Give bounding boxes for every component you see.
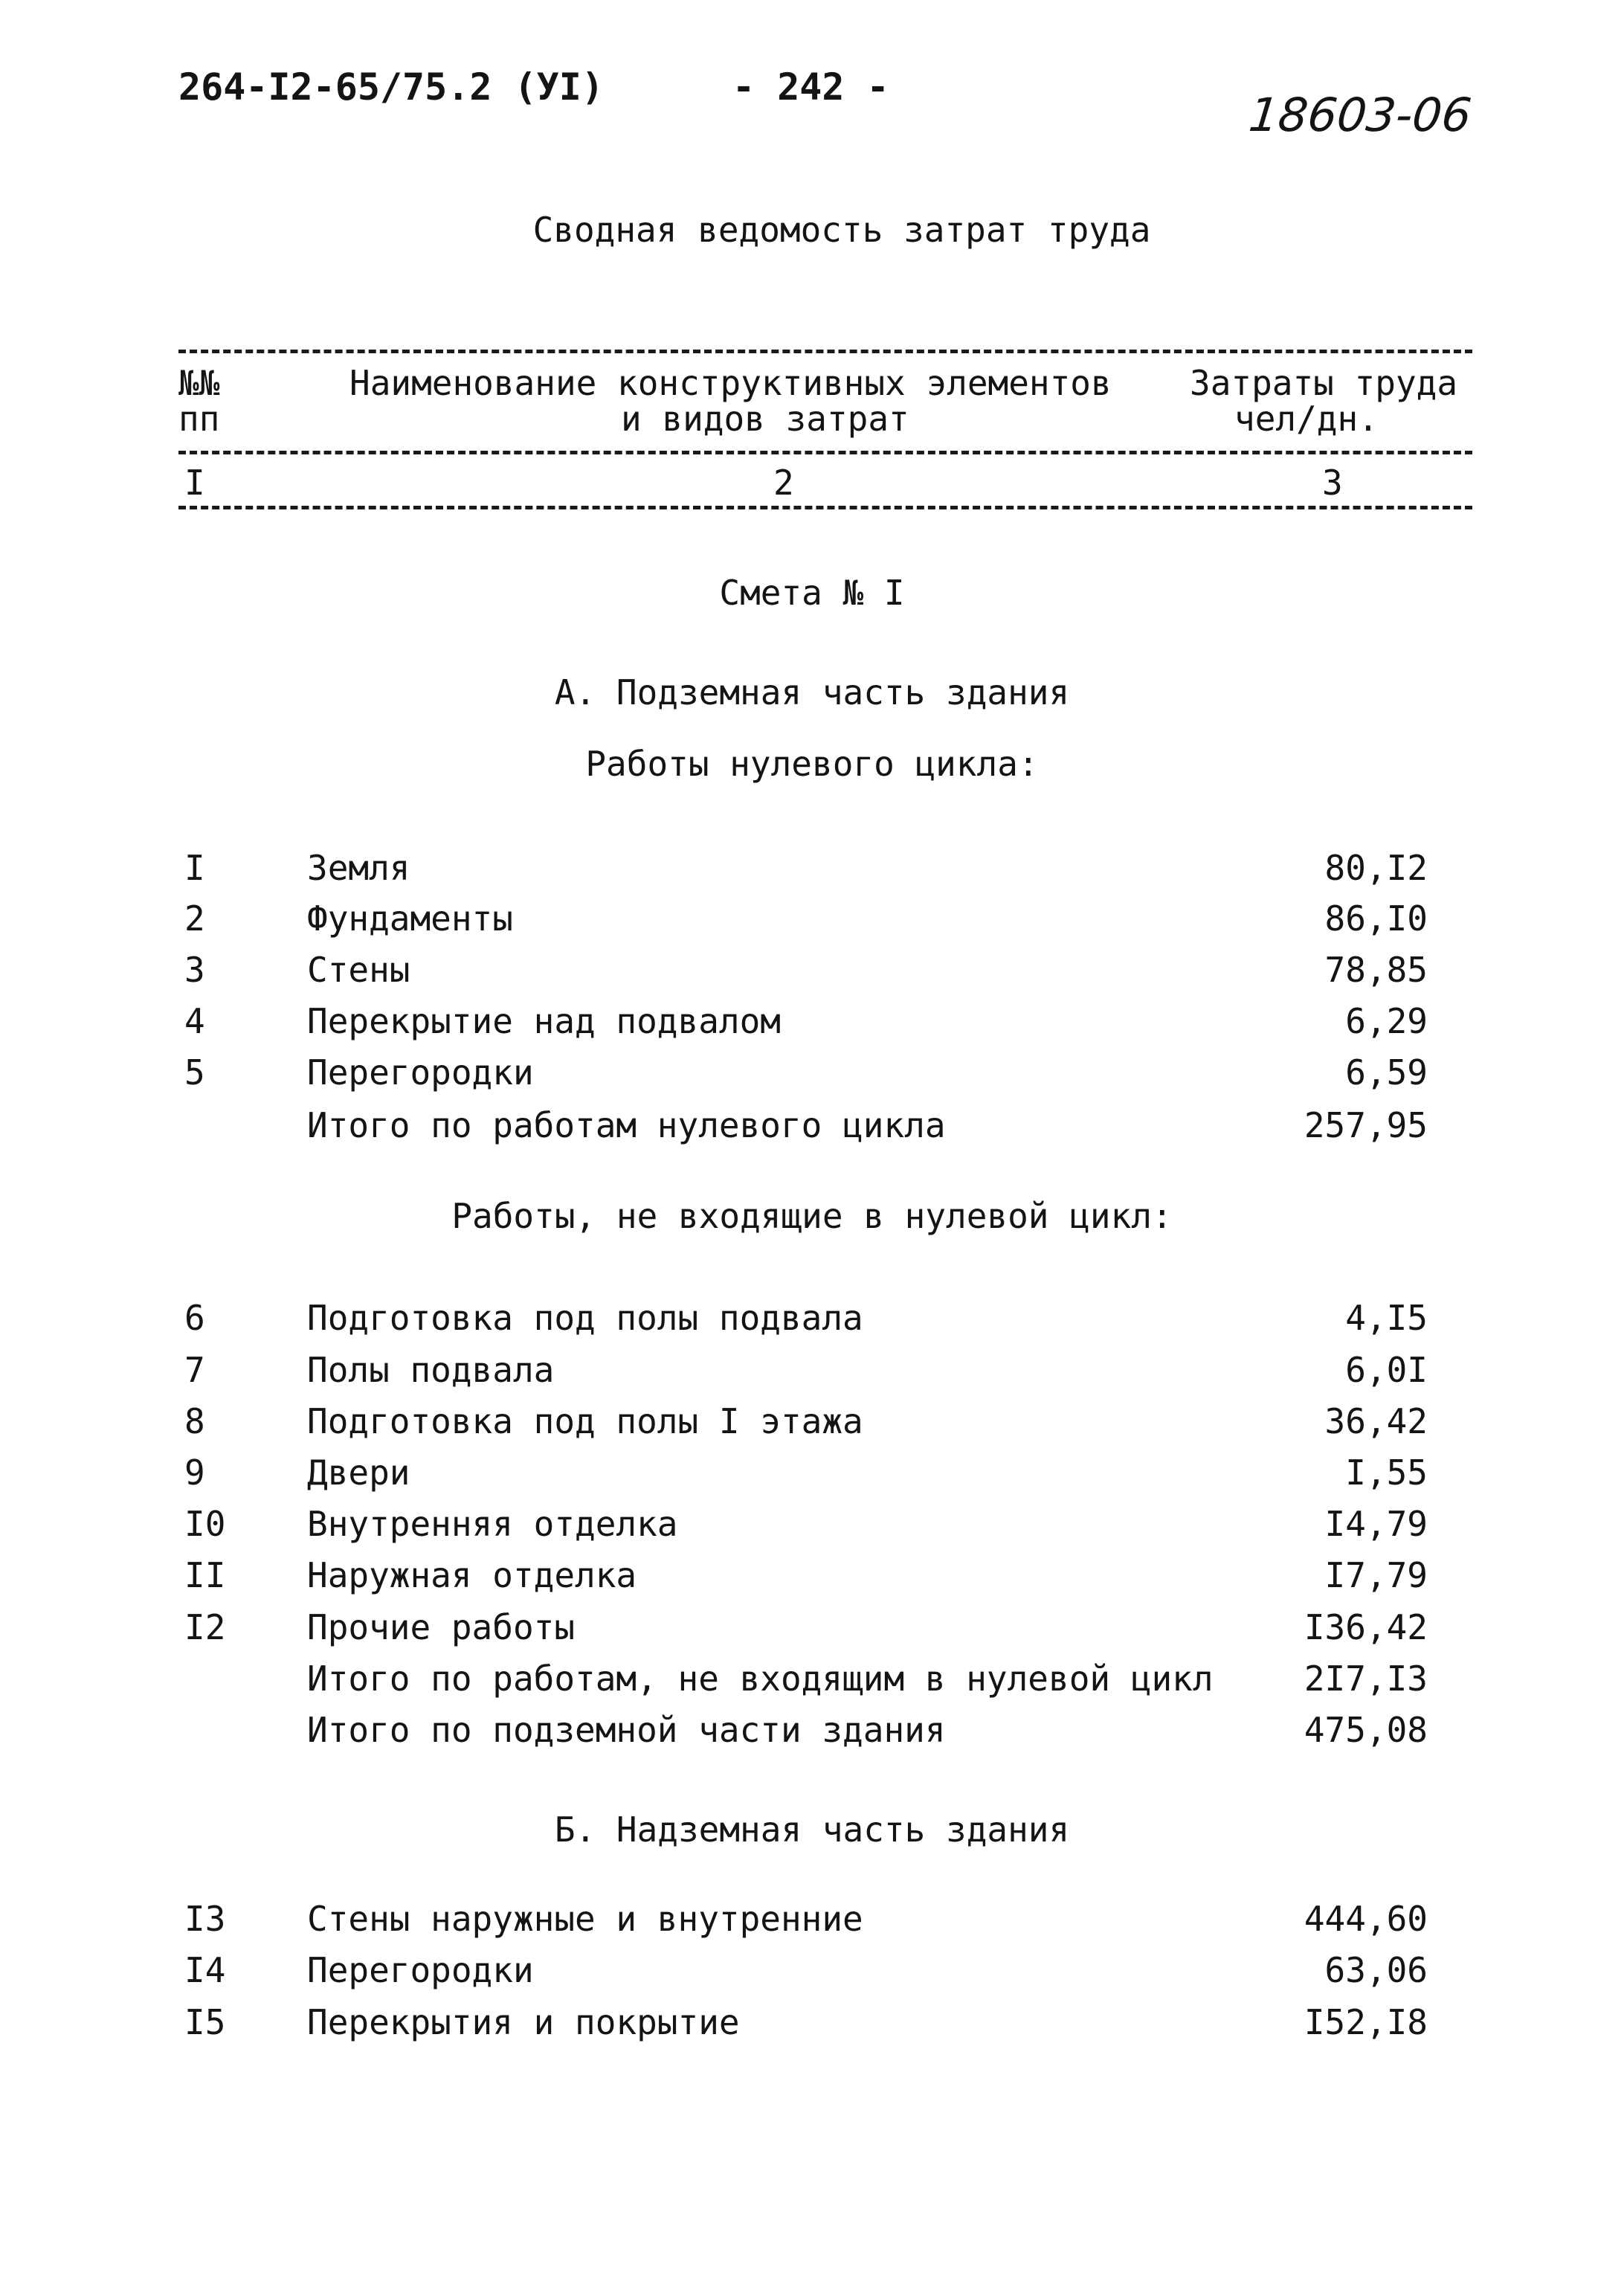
row-value: 80,I2 — [1324, 848, 1428, 888]
row-number: I2 — [184, 1607, 226, 1647]
row-name: Итого по работам, не входящим в нулевой цикл — [307, 1659, 1214, 1699]
row-name: Внутренняя отделка — [307, 1504, 678, 1544]
row-number: II — [184, 1555, 226, 1595]
row-number: 6 — [184, 1298, 205, 1338]
row-name: Двери — [307, 1453, 410, 1493]
table-row — [0, 1453, 1624, 1499]
table-row — [0, 1001, 1624, 1047]
table-header-top-rule — [178, 350, 1472, 353]
col-number-1: I — [184, 463, 205, 503]
col-header-number-line2: пп — [178, 399, 220, 439]
row-value: 475,08 — [1304, 1710, 1428, 1750]
table-row — [0, 950, 1624, 996]
table-row — [0, 1555, 1624, 1601]
row-value: 78,85 — [1324, 950, 1428, 990]
row-name: Полы подвала — [307, 1350, 555, 1390]
row-name: Фундаменты — [307, 898, 513, 939]
row-value: 2I7,I3 — [1304, 1659, 1428, 1699]
subtotal-row — [0, 1659, 1624, 1705]
row-name: Перекрытие над подвалом — [307, 1001, 781, 1041]
table-row — [0, 1298, 1624, 1344]
row-name: Подготовка под полы подвала — [307, 1298, 863, 1338]
row-number: 5 — [184, 1052, 205, 1093]
table-row — [0, 1052, 1624, 1098]
row-value: 444,60 — [1304, 1899, 1428, 1939]
row-number: 4 — [184, 1001, 205, 1041]
row-value: I7,79 — [1324, 1555, 1428, 1595]
row-value: I52,I8 — [1304, 2002, 1428, 2042]
row-value: 63,06 — [1324, 1950, 1428, 1990]
section-a-group1-title: Работы нулевого цикла: — [585, 744, 1039, 784]
table-row — [0, 1607, 1624, 1653]
col-header-name-line1: Наименование конструктивных элементов — [349, 363, 1112, 403]
row-name: Стены — [307, 950, 410, 990]
table-row — [0, 2002, 1624, 2048]
document-code: 264-I2-65/75.2 (УI) — [178, 65, 604, 109]
table-header-bottom-rule — [178, 506, 1472, 509]
col-header-name-line2: и видов затрат — [621, 399, 909, 439]
row-name: Итого по работам нулевого цикла — [307, 1105, 946, 1145]
row-value: 4,I5 — [1345, 1298, 1428, 1338]
row-name: Наружная отделка — [307, 1555, 637, 1595]
row-number: 3 — [184, 950, 205, 990]
row-value: 6,29 — [1345, 1001, 1428, 1041]
col-number-3: 3 — [1322, 463, 1343, 503]
table-row — [0, 1401, 1624, 1447]
row-name: Перегородки — [307, 1950, 534, 1990]
handwritten-stamp-number: 18603-06 — [1246, 88, 1475, 142]
row-value: I,55 — [1345, 1453, 1428, 1493]
col-header-labor-line2: чел/дн. — [1234, 399, 1379, 439]
row-value: 86,I0 — [1324, 898, 1428, 939]
col-header-labor-line1: Затраты труда — [1190, 363, 1458, 403]
col-number-2: 2 — [773, 463, 794, 503]
table-row — [0, 1504, 1624, 1550]
estimate-title: Смета № I — [719, 573, 905, 613]
table-header-mid-rule — [178, 451, 1472, 454]
section-b-title: Б. Надземная часть здания — [554, 1809, 1070, 1850]
table-row — [0, 1350, 1624, 1396]
table-row — [0, 848, 1624, 894]
col-header-number-line1: №№ — [178, 363, 220, 403]
row-value: 6,59 — [1345, 1052, 1428, 1093]
row-value: 6,0I — [1345, 1350, 1428, 1390]
row-name: Земля — [307, 848, 410, 888]
row-number: 8 — [184, 1401, 205, 1441]
table-row — [0, 1899, 1624, 1945]
table-row — [0, 1950, 1624, 1996]
row-number: I5 — [184, 2002, 226, 2042]
row-value: I36,42 — [1304, 1607, 1428, 1647]
page-number: - 242 - — [732, 65, 889, 109]
row-value: 36,42 — [1324, 1401, 1428, 1441]
row-name: Прочие работы — [307, 1607, 576, 1647]
table-row — [0, 898, 1624, 945]
total-row — [0, 1710, 1624, 1756]
row-name: Стены наружные и внутренние — [307, 1899, 863, 1939]
row-value: I4,79 — [1324, 1504, 1428, 1544]
row-name: Подготовка под полы I этажа — [307, 1401, 863, 1441]
row-number: 2 — [184, 898, 205, 939]
row-number: I0 — [184, 1504, 226, 1544]
section-a-title: А. Подземная часть здания — [554, 672, 1070, 712]
row-number: 7 — [184, 1350, 205, 1390]
section-a-group2-title: Работы, не входящие в нулевой цикл: — [451, 1196, 1173, 1236]
row-name: Итого по подземной части здания — [307, 1710, 946, 1750]
row-number: I4 — [184, 1950, 226, 1990]
row-number: I3 — [184, 1899, 226, 1939]
subtotal-row — [0, 1105, 1624, 1151]
row-number: 9 — [184, 1453, 205, 1493]
row-name: Перегородки — [307, 1052, 534, 1093]
document-title: Сводная ведомость затрат труда — [532, 210, 1151, 250]
row-value: 257,95 — [1304, 1105, 1428, 1145]
row-name: Перекрытия и покрытие — [307, 2002, 740, 2042]
row-number: I — [184, 848, 205, 888]
